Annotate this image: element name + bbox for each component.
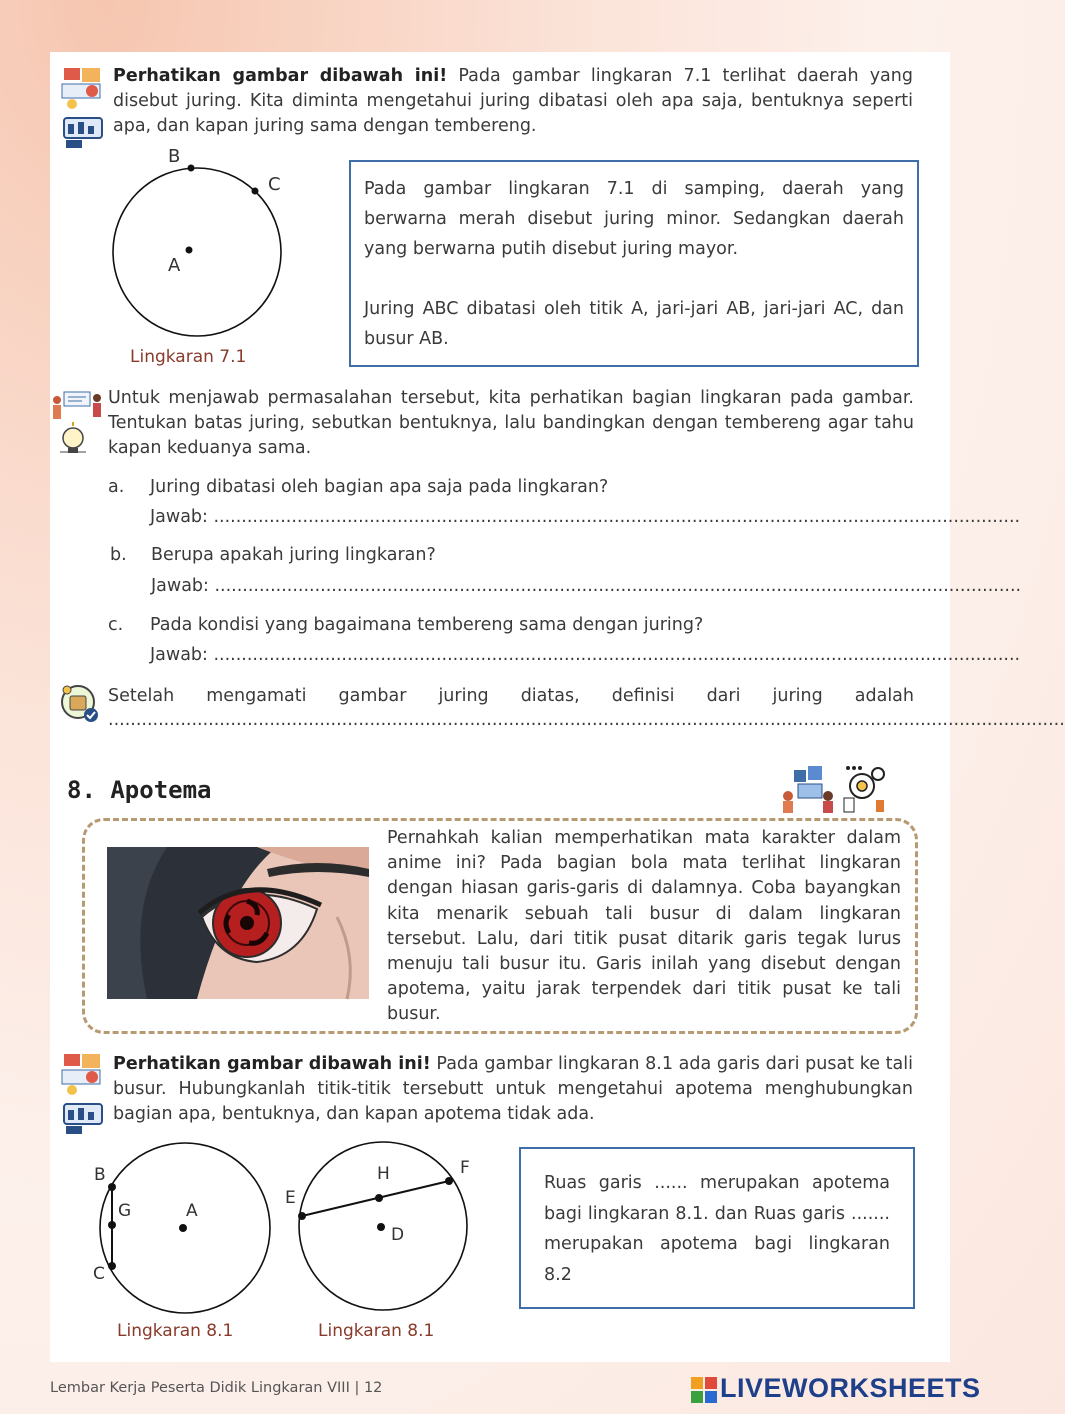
question-a-text: Juring dibatasi oleh bagian apa saja pada lingkaran? <box>150 477 609 497</box>
idea-check-icon <box>58 682 102 726</box>
label-c: C <box>268 174 281 195</box>
teamwork-gear-icon <box>780 762 890 814</box>
task-paragraph: Untuk menjawab permasalahan tersebut, kita perhatikan bagian lingkaran pada gambar. Tentukan batas juring, sebutkan bentuknya, lalu bandingkan dengan tembereng agar tahu kapan keduanya sama. <box>108 388 914 458</box>
question-c-letter: c. <box>108 615 124 635</box>
answer-field-a[interactable]: Jawab: ................................................................................................................................................. <box>150 507 1021 527</box>
info-box-p2: Juring ABC dibatasi oleh titik A, jari-jari AB, jari-jari AC, dan busur AB. <box>364 299 904 349</box>
answer-field-c[interactable]: Jawab: ................................................................................................................................................. <box>150 645 1021 665</box>
point-e <box>298 1212 306 1220</box>
point-c-8 <box>108 1262 116 1270</box>
answer-field-b[interactable]: Jawab: ................................................................................................................................................. <box>151 576 1022 596</box>
label-f: F <box>460 1158 470 1178</box>
point-h <box>375 1194 383 1202</box>
intro-bold-2: Perhatikan gambar dibawah ini! <box>113 1054 431 1074</box>
caption-8-1-left: Lingkaran 8.1 <box>117 1321 234 1341</box>
point-b <box>188 165 195 172</box>
label-a: A <box>168 255 181 276</box>
question-b-letter: b. <box>110 545 127 565</box>
intro-bold-1: Perhatikan gambar dibawah ini! <box>113 66 448 86</box>
intro-paragraph-2 <box>113 1052 913 1127</box>
answer-box-text[interactable]: Ruas garis ...... merupakan apotema bagi lingkaran 8.1. dan Ruas garis ....... merupakan apotema bagi lingkaran 8.2 <box>544 1173 890 1285</box>
question-c-text: Pada kondisi yang bagaimana tembereng sama dengan juring? <box>150 615 704 635</box>
answer-box-apotema <box>519 1147 915 1309</box>
question-b-text: Berupa apakah juring lingkaran? <box>151 545 436 565</box>
footer-text: Lembar Kerja Peserta Didik Lingkaran VIII | 12 <box>50 1380 383 1396</box>
label-d: D <box>391 1225 405 1245</box>
label-h: H <box>377 1164 390 1184</box>
point-c <box>252 188 259 195</box>
liveworksheets-logo-icon <box>691 1377 717 1403</box>
teacher-icon <box>50 388 104 458</box>
label-b-8: B <box>94 1165 106 1185</box>
info-box-juring <box>349 160 919 367</box>
label-c-8: C <box>93 1264 105 1284</box>
circle-figure-8-1 <box>90 1135 280 1325</box>
brand-wordmark[interactable]: LIVEWORKSHEETS <box>720 1373 981 1403</box>
label-b: B <box>168 146 181 167</box>
caption-7-1: Lingkaran 7.1 <box>130 347 247 367</box>
label-a-8: A <box>186 1201 198 1221</box>
question-a-letter: a. <box>108 477 125 497</box>
definition-answer-field[interactable]: ............................................................................................................................................................................ <box>108 710 1065 730</box>
point-f <box>445 1177 453 1185</box>
intro-paragraph-1 <box>113 64 913 139</box>
info-box-p1: Pada gambar lingkaran 7.1 di samping, daerah yang berwarna merah disebut juring minor. Sedangkan daerah yang berwarna putih disebut juring mayor. <box>364 179 904 259</box>
point-g <box>108 1221 116 1229</box>
label-e: E <box>285 1188 296 1208</box>
caption-8-1-right: Lingkaran 8.1 <box>318 1321 435 1341</box>
section-heading-apotema: 8. Apotema <box>67 776 212 804</box>
story-paragraph: Pernahkah kalian memperhatikan mata karakter dalam anime ini? Pada bagian bola mata terlihat lingkaran dengan hiasan garis-garis di dalamnya. Coba bayangkan kita menarik sebuah tali busur di dalam lingkaran tersebut. Lalu, dari titik pusat ditarik garis tegak lurus menuju tali busur itu. Garis inilah yang disebut dengan apotema, yaitu jarak terpendek dari titik pusat ke tali busur. <box>387 828 901 1025</box>
point-d <box>377 1223 385 1231</box>
presentation-icon-2 <box>58 1050 108 1138</box>
label-g: G <box>118 1201 132 1221</box>
point-a <box>186 247 193 254</box>
point-b-8 <box>108 1183 116 1191</box>
anime-eye-illustration <box>107 847 369 999</box>
point-a-8 <box>179 1224 187 1232</box>
intro-text-1: Pada gambar lingkaran 7.1 terlihat daerah yang disebut juring. Kita diminta mengetahui juring dibatasi oleh apa saja, bentuknya seperti apa, dan kapan juring sama dengan tembereng. <box>113 66 913 136</box>
intro-text-2: Pada gambar lingkaran 8.1 ada garis dari pusat ke tali busur. Hubungkanlah titik-titik tersebutt untuk mengetahui apotema menghubungkan bagian apa, bentuknya, dan kapan apotema tidak ada. <box>113 1054 913 1124</box>
definition-text: Setelah mengamati gambar juring diatas, definisi dari juring adalah <box>108 686 914 706</box>
presentation-icon <box>58 64 108 152</box>
